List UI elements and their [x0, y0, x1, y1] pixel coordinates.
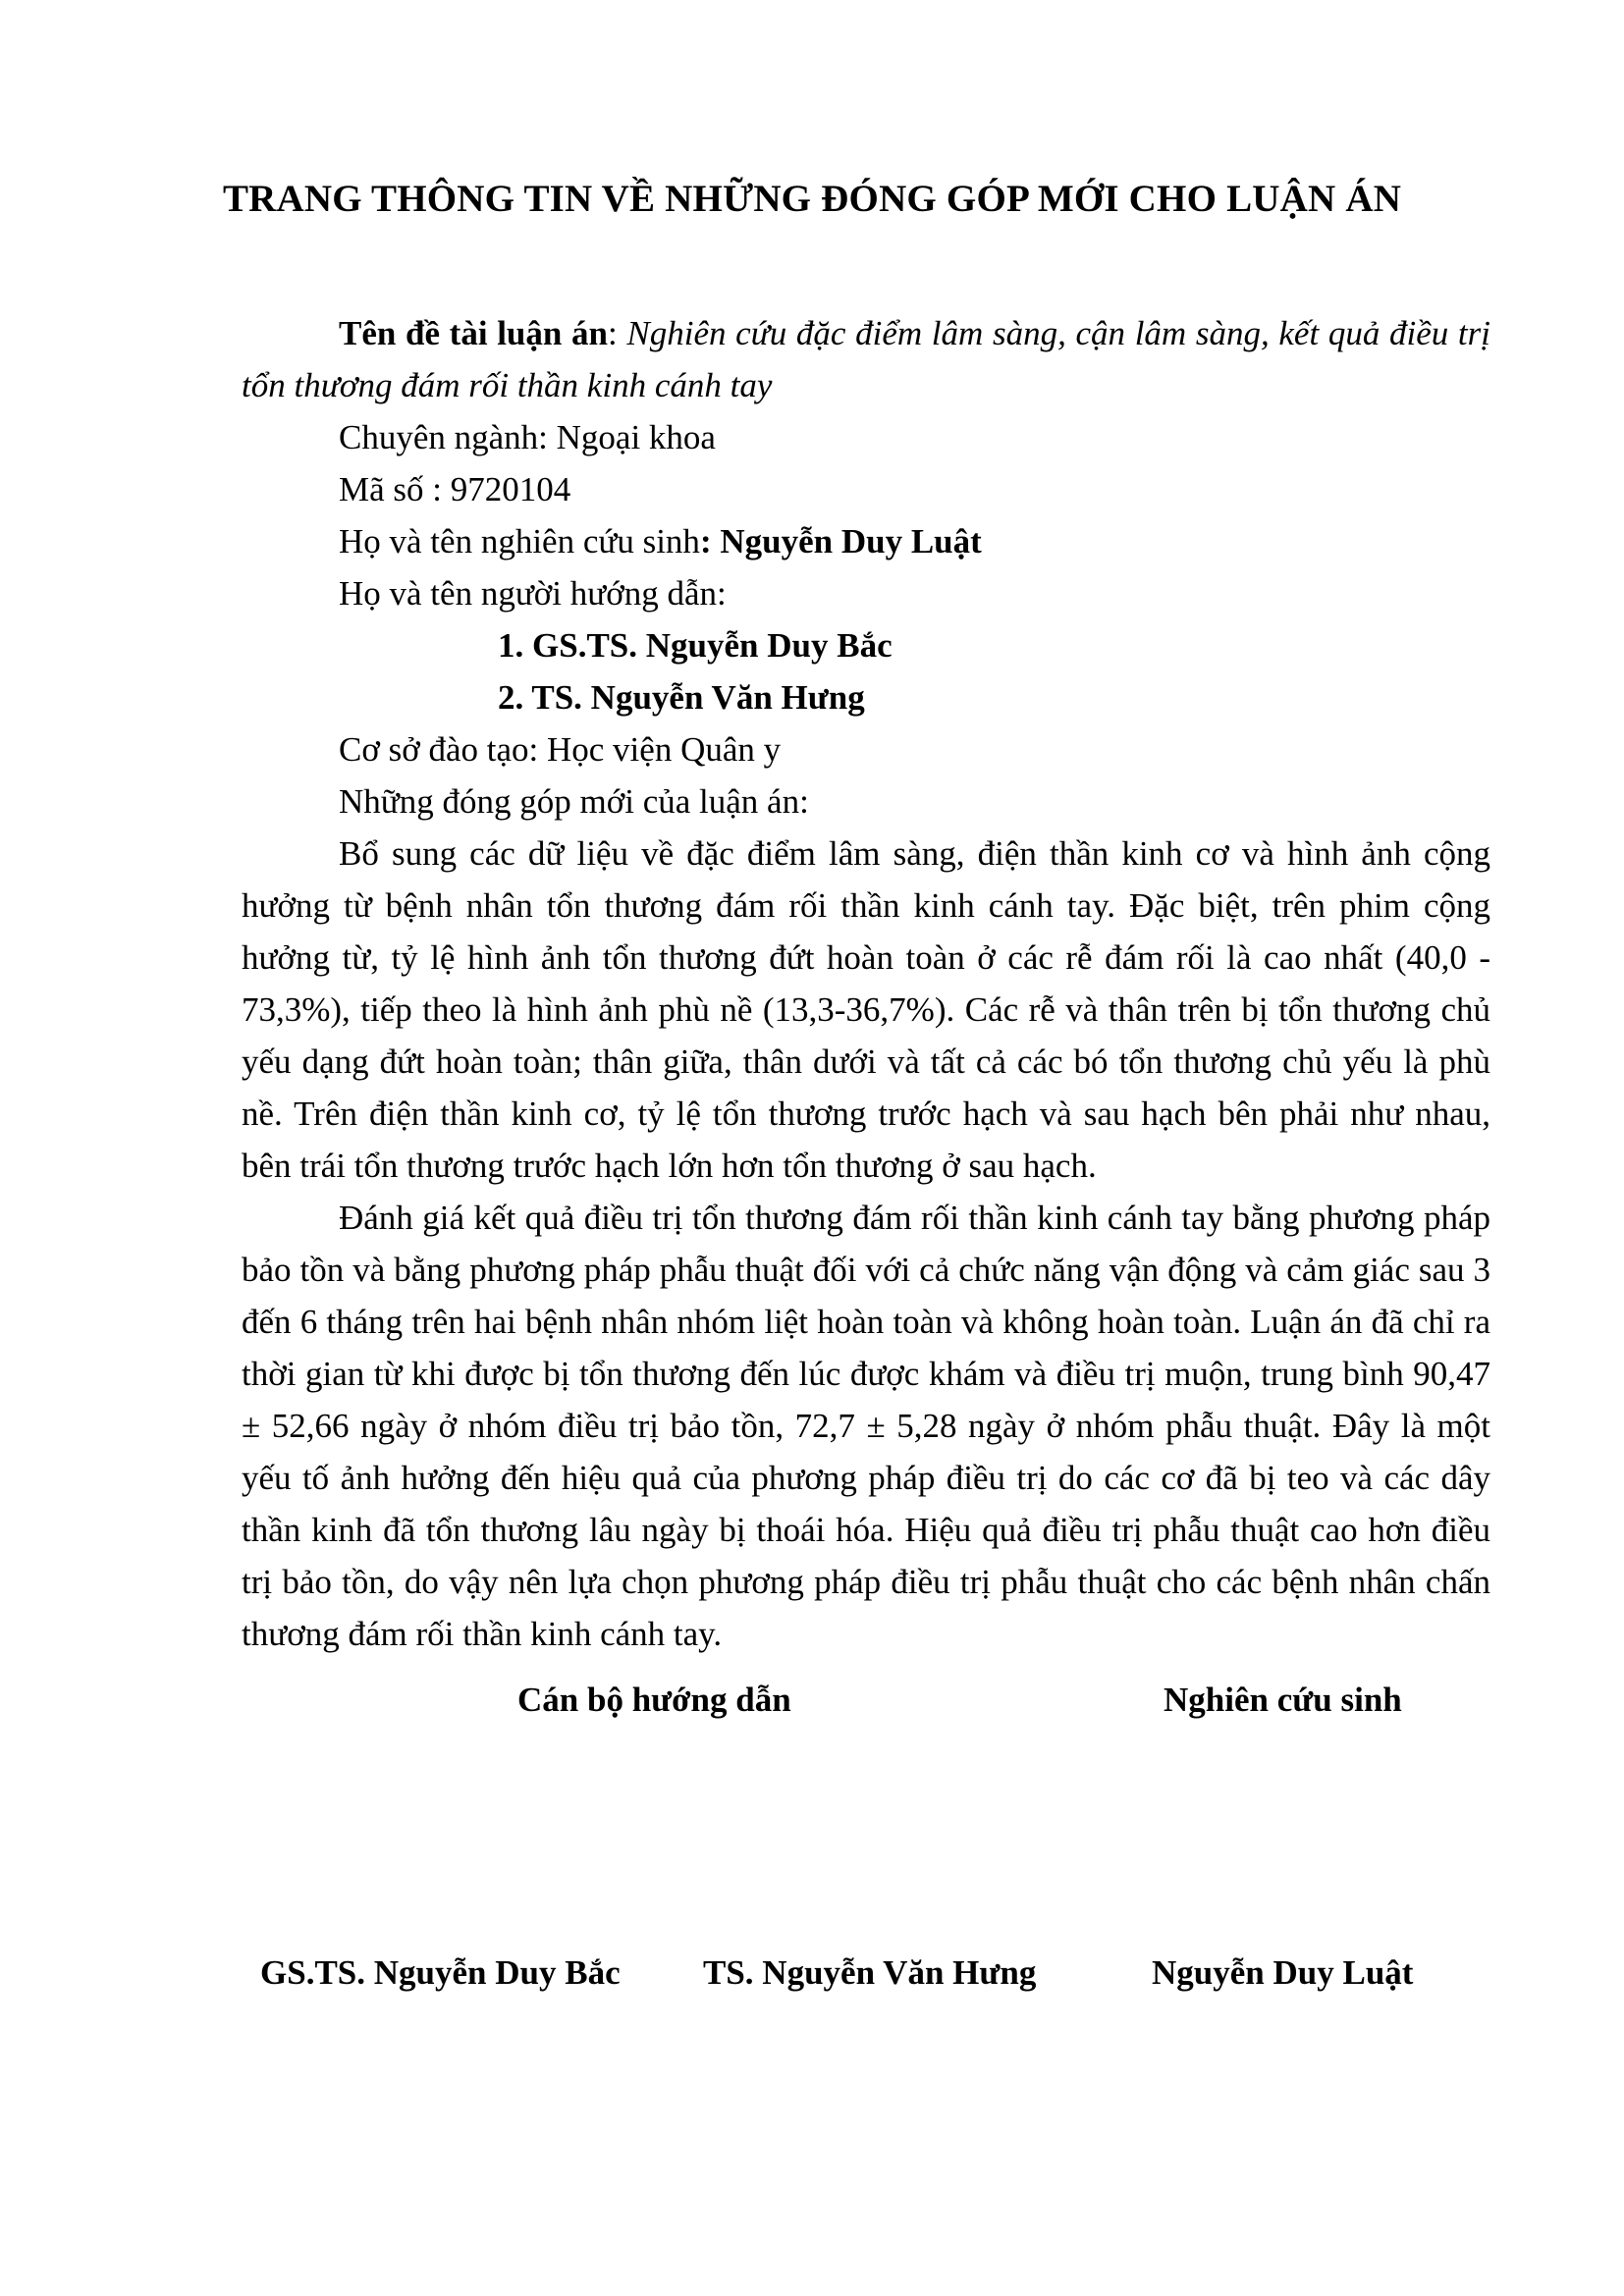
topic-label: Tên đề tài luận án — [339, 314, 608, 352]
contribution-paragraph-1: Bổ sung các dữ liệu về đặc điểm lâm sàng, điện thần kinh cơ và hình ảnh cộng hưởng từ bệnh nhân tổn thương đám rối thần kinh cánh tay. Đặc biệt, trên phim cộng hưởng từ, tỷ lệ hình ảnh tổn thương đứt hoàn toàn ở các rễ đám rối là cao nhất (40,0 - 73,3%), tiếp theo là hình ảnh phù nề (13,3-36,7%). Các rễ và thân trên bị tổn thương chủ yếu dạng đứt hoàn toàn; thân giữa, thân dưới và tất cả các bó tổn thương chủ yếu là phù nề. Trên điện thần kinh cơ, tỷ lệ tổn thương trước hạch và sau hạch bên phải như nhau, bên trái tổn thương trước hạch lớn hơn tổn thương ở sau hạch. — [242, 834, 1490, 1185]
student-name: : Nguyễn Duy Luật — [699, 522, 982, 561]
contribution-paragraph-2: Đánh giá kết quả điều trị tổn thương đám rối thần kinh cánh tay bằng phương pháp bảo tồn và bằng phương pháp phẫu thuật đối với cả chức năng vận động và cảm giác sau 3 đến 6 tháng trên hai bệnh nhân nhóm liệt hoàn toàn và không hoàn toàn. Luận án đã chỉ ra thời gian từ khi được bị tổn thương đến lúc được khám và điều trị muộn, trung bình 90,47 ± 52,66 ngày ở nhóm điều trị bảo tồn, 72,7 ± 5,28 ngày ở nhóm phẫu thuật. Đây là một yếu tố ảnh hưởng đến hiệu quả của phương pháp điều trị do các cơ đã bị teo và các dây thần kinh đã tổn thương lâu ngày bị thoái hóa. Hiệu quả điều trị phẫu thuật cao hơn điều trị bảo tồn, do vậy nên lựa chọn phương pháp điều trị phẫu thuật cho các bệnh nhân chấn thương đám rối thần kinh cánh tay. — [242, 1199, 1490, 1653]
contributions-label: Những đóng góp mới của luận án: — [339, 782, 809, 821]
student-line — [242, 515, 1490, 567]
specialty: Chuyên ngành: Ngoại khoa — [339, 418, 716, 456]
advisor-signature-heading: Cán bộ hướng dẫn — [517, 1681, 791, 1719]
signature-name-student: Nguyễn Duy Luật — [1152, 1953, 1414, 1992]
advisor-2: 2. TS. Nguyễn Văn Hưng — [498, 678, 865, 717]
student-label: Họ và tên nghiên cứu sinh — [339, 522, 700, 561]
page-title: TRANG THÔNG TIN VỀ NHỮNG ĐÓNG GÓP MỚI CHO LUẬN ÁN — [222, 178, 1402, 220]
student-signature-heading: Nghiên cứu sinh — [1164, 1681, 1402, 1719]
signature-name-advisor-1: GS.TS. Nguyễn Duy Bắc — [260, 1953, 621, 1992]
signature-name-advisor-2: TS. Nguyễn Văn Hưng — [703, 1953, 1037, 1992]
institution: Cơ sở đào tạo: Học viện Quân y — [339, 730, 782, 769]
thesis-info — [242, 307, 1490, 1660]
thesis-code: Mã số : 9720104 — [339, 470, 571, 508]
topic-colon: : — [607, 314, 627, 352]
advisors-label: Họ và tên người hướng dẫn: — [339, 574, 727, 613]
advisor-1: 1. GS.TS. Nguyễn Duy Bắc — [498, 626, 893, 665]
thesis-topic — [242, 307, 1490, 411]
topic-value: Nghiên cứu đặc điểm lâm sàng, cận lâm sàng, kết quả điều trị tổn thương đám rối thần kinh cánh tay — [242, 314, 1490, 404]
